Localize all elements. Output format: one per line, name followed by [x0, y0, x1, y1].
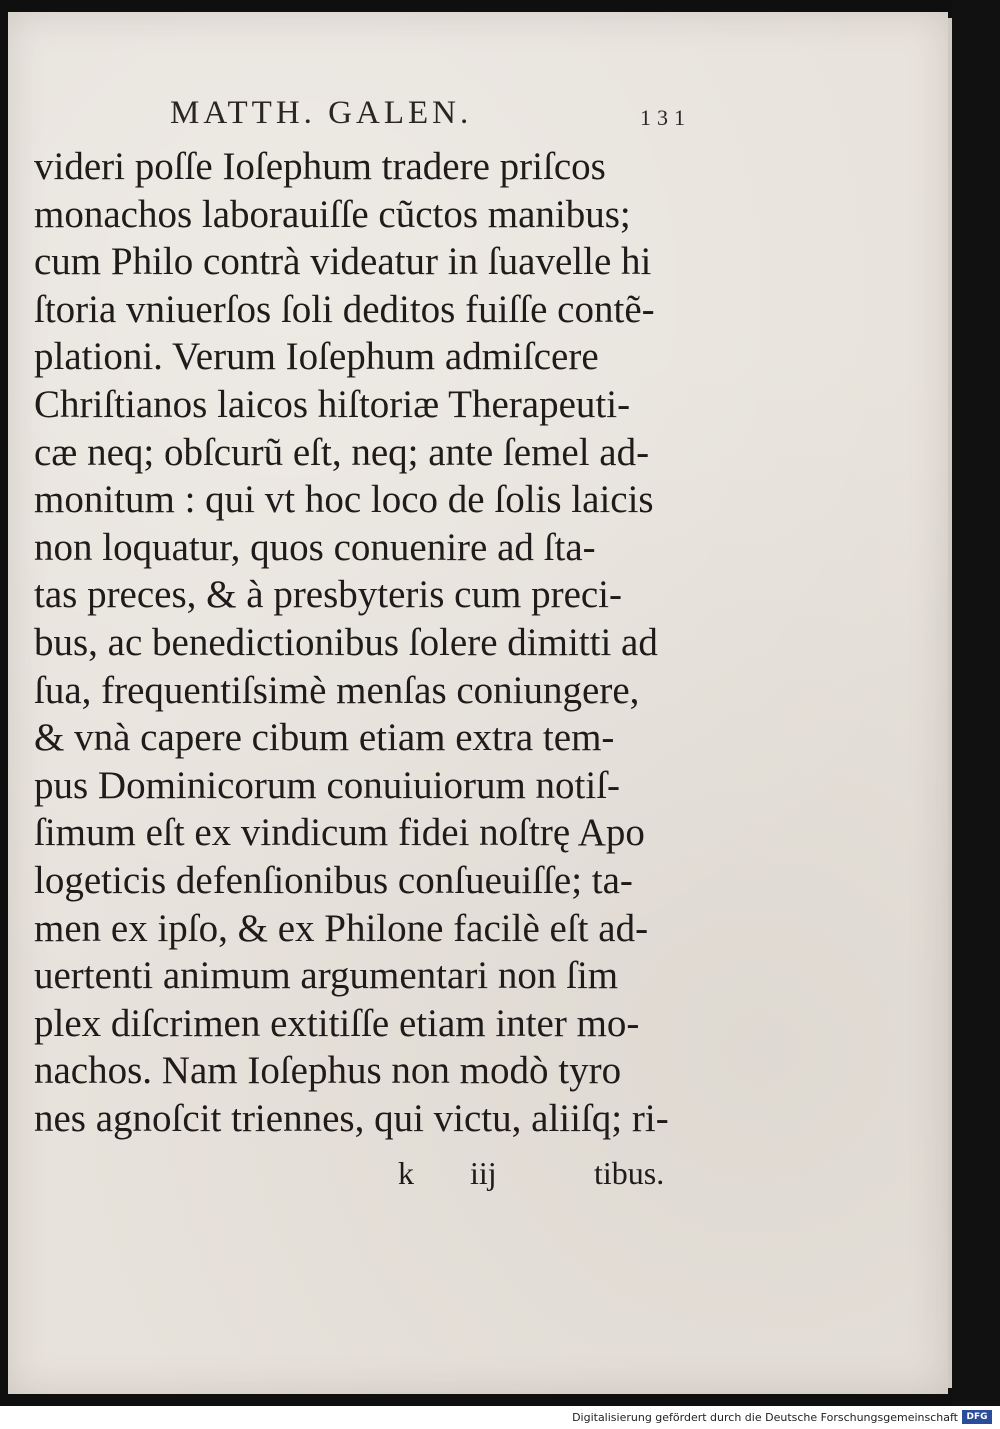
text-line: non loquatur, quos conuenire ad ſta-: [34, 525, 596, 569]
footer-bar: [0, 1406, 1000, 1429]
text-line: pus Dominicorum conuiuiorum notiſ-: [34, 763, 621, 807]
signature-number: iij: [470, 1155, 497, 1191]
text-line: ſimum eſt ex vindicum fidei noſtrę Apo: [34, 811, 645, 855]
text-line: plationi. Verum Ioſephum admiſcere: [34, 335, 599, 379]
dfg-logo: DFG: [962, 1410, 992, 1424]
signature-mark: k: [398, 1155, 414, 1191]
running-title: MATTH. GALEN.: [170, 95, 473, 131]
body-text: [34, 143, 694, 1142]
text-line: cæ neq; obſcurũ eſt, neq; ante ſemel ad-: [34, 430, 650, 474]
footer-credit: Digitalisierung gefördert durch die Deutsche Forschungsgemeinschaft: [572, 1411, 958, 1424]
text-line: nes agnoſcit triennes, qui victu, aliiſq; ri-: [34, 1096, 669, 1140]
text-line: uertenti animum argumentari non ſim: [34, 954, 619, 998]
text-line: nachos. Nam Ioſephus non modò tyro: [34, 1049, 622, 1093]
text-line: ſtoria vniuerſos ſoli deditos fuiſſe contẽ-: [34, 287, 655, 331]
text-line: logeticis defenſionibus conſueuiſſe; ta-: [34, 858, 633, 902]
text-line: Chriſtianos laicos hiſtoriæ Therapeuti-: [34, 382, 631, 426]
page-number: 131: [640, 105, 691, 130]
text-line: plex diſcrimen extitiſſe etiam inter mo-: [34, 1001, 640, 1045]
text-line: monachos laborauiſſe cũctos manibus;: [34, 192, 631, 236]
text-line: monitum : qui vt hoc loco de ſolis laicis: [34, 478, 654, 522]
text-line: tas preces, & à presbyteris cum preci-: [34, 573, 623, 617]
running-head: [170, 95, 680, 132]
text-line: cum Philo contrà videatur in ſuavelle hi: [34, 240, 652, 284]
text-line: men ex ipſo, & ex Philone facilè eſt ad-: [34, 906, 649, 950]
text-line: bus, ac benedictionibus ſolere dimitti ad: [34, 620, 658, 664]
catchword-line: [0, 1155, 1000, 1205]
catchword: tibus.: [594, 1155, 665, 1191]
text-line: & vnà capere cibum etiam extra tem-: [34, 716, 615, 760]
text-line: videri poſſe Ioſephum tradere priſcos: [34, 145, 606, 188]
text-line: ſua, frequentiſsimè menſas coniungere,: [34, 668, 640, 712]
